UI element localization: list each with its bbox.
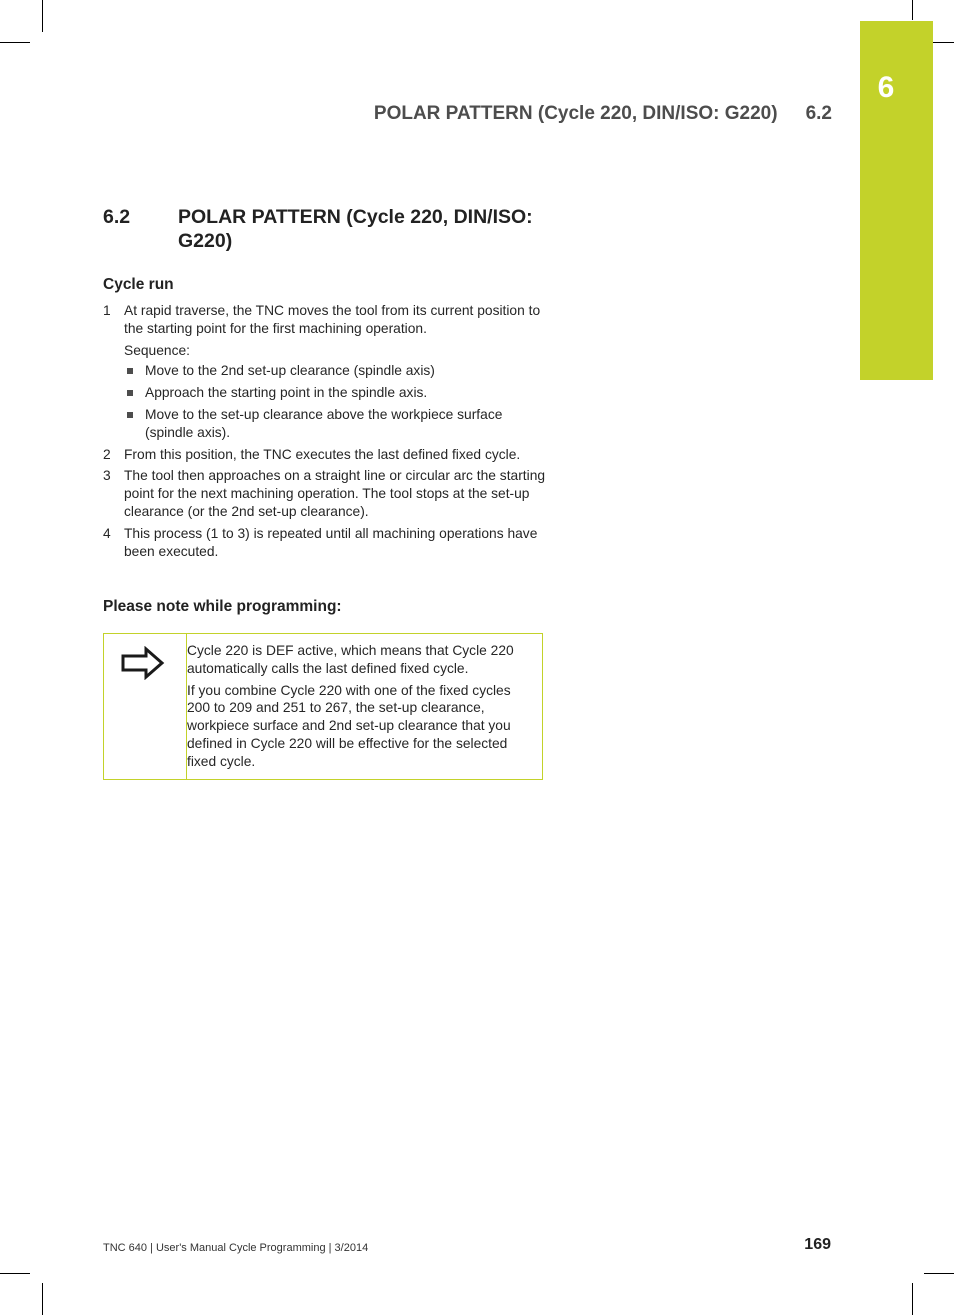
- note-box: [103, 633, 543, 780]
- running-head: [374, 103, 832, 125]
- step-number: 4: [103, 525, 111, 541]
- note-icon-column: [104, 634, 187, 779]
- step-item: [103, 467, 548, 520]
- crop-mark: [924, 1273, 954, 1274]
- cycle-run-heading: Cycle run: [103, 276, 174, 293]
- running-head-number: 6.2: [805, 103, 832, 124]
- note-paragraph: Cycle 220 is DEF active, which means that Cycle 220 automatically calls the last defined fixed cycle.: [187, 643, 514, 676]
- crop-mark: [0, 1273, 30, 1274]
- arrow-right-icon: [120, 646, 166, 680]
- section-heading: [103, 205, 563, 253]
- crop-mark: [42, 1283, 43, 1315]
- step-text: At rapid traverse, the TNC moves the tool from its current position to the starting point for the first machining operation.: [124, 303, 541, 336]
- cycle-run-steps: [103, 302, 548, 564]
- sequence-item: Move to the 2nd set-up clearance (spindle axis): [124, 362, 548, 380]
- running-head-title: POLAR PATTERN (Cycle 220, DIN/ISO: G220): [373, 103, 778, 124]
- crop-mark: [0, 42, 30, 43]
- note-paragraph: If you combine Cycle 220 with one of the fixed cycles 200 to 209 and 251 to 267, the set-up clearance, workpiece surface and 2nd set-up clearance that you defined in Cycle 220 will be effective for the selected fixed cycle.: [187, 682, 511, 769]
- page-number: 169: [804, 1236, 831, 1253]
- step-number: 1: [103, 303, 111, 318]
- crop-mark: [912, 0, 913, 20]
- crop-mark: [42, 0, 43, 32]
- section-number: 6.2: [103, 206, 131, 228]
- step-item: [103, 525, 548, 561]
- step-text: This process (1 to 3) is repeated until all machining operations have been executed.: [124, 525, 538, 559]
- step-item: [103, 302, 548, 442]
- section-title: POLAR PATTERN (Cycle 220, DIN/ISO: G220): [178, 206, 533, 252]
- crop-mark: [912, 1283, 913, 1315]
- step-text: From this position, the TNC executes the last defined fixed cycle.: [124, 446, 521, 462]
- note-text: [187, 642, 537, 775]
- footer-text: TNC 640 | User's Manual Cycle Programming | 3/2014: [103, 1242, 369, 1254]
- programming-notes-heading: Please note while programming:: [103, 598, 342, 615]
- step-item: [103, 446, 548, 464]
- sequence-item: Move to the set-up clearance above the workpiece surface (spindle axis).: [124, 406, 548, 442]
- chapter-number: 6: [877, 71, 895, 104]
- sequence-item: Approach the starting point in the spindle axis.: [124, 384, 548, 402]
- step-number: 2: [103, 446, 111, 462]
- step-number: 3: [103, 468, 111, 484]
- chapter-tab: [860, 21, 933, 380]
- step-text: The tool then approaches on a straight line or circular arc the starting point for the next machining operation. The tool stops at the set-up clearance (or the 2nd set-up clearance).: [124, 468, 546, 519]
- sequence-list: [124, 362, 548, 441]
- sequence-label: Sequence:: [124, 342, 190, 358]
